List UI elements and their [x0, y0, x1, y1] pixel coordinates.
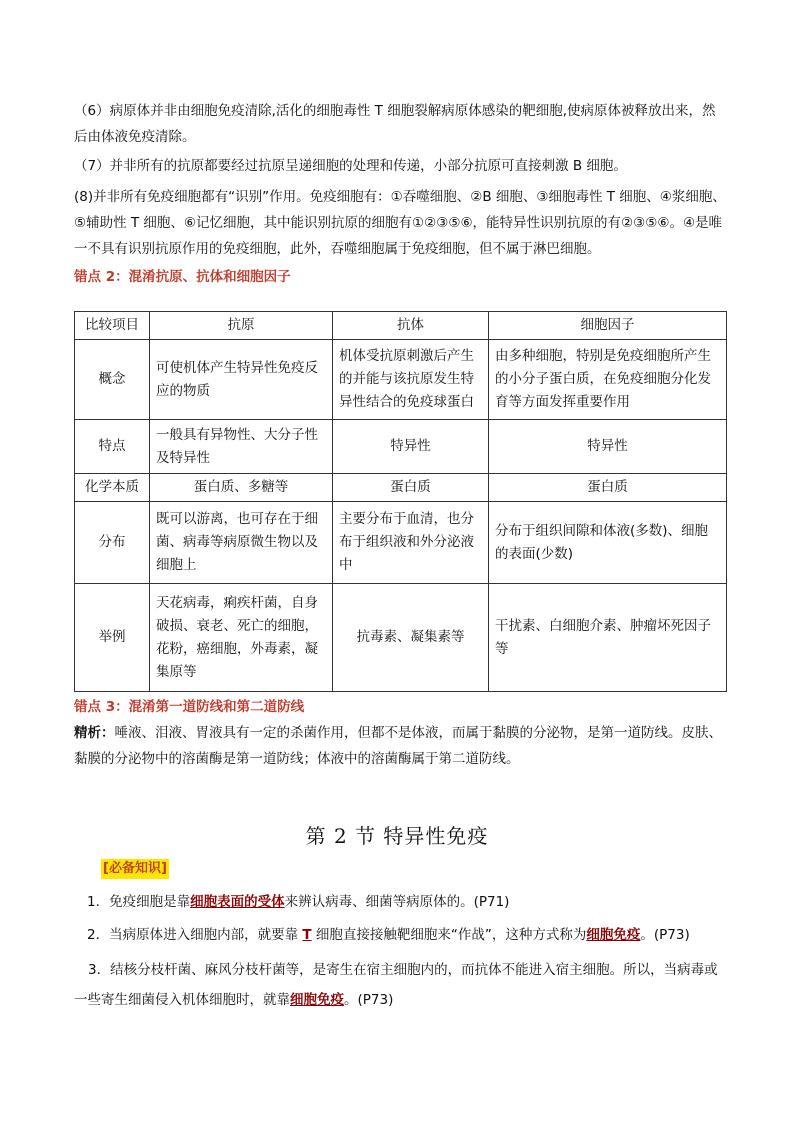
must-know-tag: [必备知识] — [101, 859, 169, 879]
table-cell: 特异性 — [333, 420, 489, 474]
row-label: 特点 — [75, 420, 150, 474]
paragraph-7: （7）并非所有的抗原都要经过抗原呈递细胞的处理和传递，小部分抗原可直接刺激 B 细胞。 — [74, 158, 627, 174]
table-cell: 分布于组织间隙和体液(多数)、细胞的表面(少数) — [489, 502, 727, 584]
knowledge-text: 1．免疫细胞是靠 — [87, 894, 191, 910]
table-cell: 一般具有异物性、大分子性及特异性 — [150, 420, 333, 474]
table-row — [75, 340, 727, 420]
paragraph-6: （6）病原体并非由细胞免疫清除,活化的细胞毒性 T 细胞裂解病原体感染的靶细胞,使病原体被释放出来，然后由体液免疫清除。 — [74, 103, 716, 145]
paragraph-8: (8)并非所有免疫细胞都有“识别”作用。免疫细胞有：①吞噬细胞、②B 细胞、③细胞毒性 T 细胞、④浆细胞、⑤辅助性 T 细胞、⑥记忆细胞，其中能识别抗原的细胞有①②③⑤⑥，能特异性识别抗原的有②③⑤⑥。④是唯一不具有识别抗原作用的免疫细胞，此外，吞噬细胞属于免疫细胞，但不属于淋巴细胞。 — [74, 189, 726, 257]
table-cell: 既可以游离，也可存在于细菌、病毒等病原微生物以及细胞上 — [150, 502, 333, 584]
knowledge-text: 3．结核分枝杆菌、麻风分枝杆菌等，是寄生在宿主细胞内的，而抗体不能进入宿主细胞。所以，当病毒或一些寄生细菌侵入机体细胞时，就靠 — [74, 962, 718, 1008]
table-row — [75, 584, 727, 692]
table-cell: 干扰素、白细胞介素、肿瘤坏死因子等 — [489, 584, 727, 692]
knowledge-text: 。(P73) — [640, 927, 690, 943]
table-cell: 特异性 — [489, 420, 727, 474]
knowledge-text: 。(P73) — [344, 992, 394, 1008]
row-label: 举例 — [75, 584, 150, 692]
table-cell: 由多种细胞，特别是免疫细胞所产生的小分子蛋白质，在免疫细胞分化发育等方面发挥重要作用 — [489, 340, 727, 420]
table-row — [75, 420, 727, 474]
error-3-heading: 错点 3：混淆第一道防线和第二道防线 — [74, 699, 305, 715]
table-header-row — [75, 312, 727, 340]
table-cell: 抗毒素、凝集素等 — [333, 584, 489, 692]
table-row — [75, 502, 727, 584]
knowledge-item-3 — [74, 955, 726, 1015]
table-cell: 蛋白质 — [489, 474, 727, 502]
table-cell: 天花病毒，痢疾杆菌，自身破损、衰老、死亡的细胞，花粉，癌细胞，外毒素，凝集原等 — [150, 584, 333, 692]
row-label: 概念 — [75, 340, 150, 420]
knowledge-item-2 — [87, 922, 726, 948]
key-term: T — [302, 927, 312, 943]
header-cell: 抗原 — [150, 312, 333, 340]
comparison-table — [74, 311, 727, 692]
table-cell: 主要分布于血清，也分布于组织液和外分泌液中 — [333, 502, 489, 584]
row-label: 分布 — [75, 502, 150, 584]
table-cell: 可使机体产生特异性免疫反应的物质 — [150, 340, 333, 420]
section-title: 第 2 节 特异性免疫 — [305, 824, 489, 848]
key-term: 细胞表面的受体 — [190, 894, 285, 910]
table-cell: 机体受抗原刺激后产生的并能与该抗原发生特异性结合的免疫球蛋白 — [333, 340, 489, 420]
analysis-paragraph — [74, 720, 726, 772]
analysis-text: 唾液、泪液、胃液具有一定的杀菌作用，但都不是体液，而属于黏膜的分泌物，是第一道防线。皮肤、黏膜的分泌物中的溶菌酶是第一道防线；体液中的溶菌酶属于第二道防线。 — [74, 725, 722, 767]
analysis-label: 精析： — [74, 725, 115, 741]
knowledge-item-1 — [87, 889, 726, 915]
knowledge-text: 细胞直接接触靶细胞来“作战”，这种方式称为 — [311, 927, 587, 943]
knowledge-text: 来辨认病毒、细菌等病原体的。(P71) — [284, 894, 510, 910]
header-cell: 抗体 — [333, 312, 489, 340]
table-row — [75, 474, 727, 502]
table-cell: 蛋白质 — [333, 474, 489, 502]
knowledge-text: 2．当病原体进入细胞内部，就要靠 — [87, 927, 303, 943]
table-cell: 蛋白质、多糖等 — [150, 474, 333, 502]
key-term: 细胞免疫 — [586, 927, 641, 943]
header-cell: 细胞因子 — [489, 312, 727, 340]
header-cell: 比较项目 — [75, 312, 150, 340]
error-2-heading: 错点 2：混淆抗原、抗体和细胞因子 — [74, 269, 291, 285]
key-term: 细胞免疫 — [290, 992, 344, 1008]
row-label: 化学本质 — [75, 474, 150, 502]
